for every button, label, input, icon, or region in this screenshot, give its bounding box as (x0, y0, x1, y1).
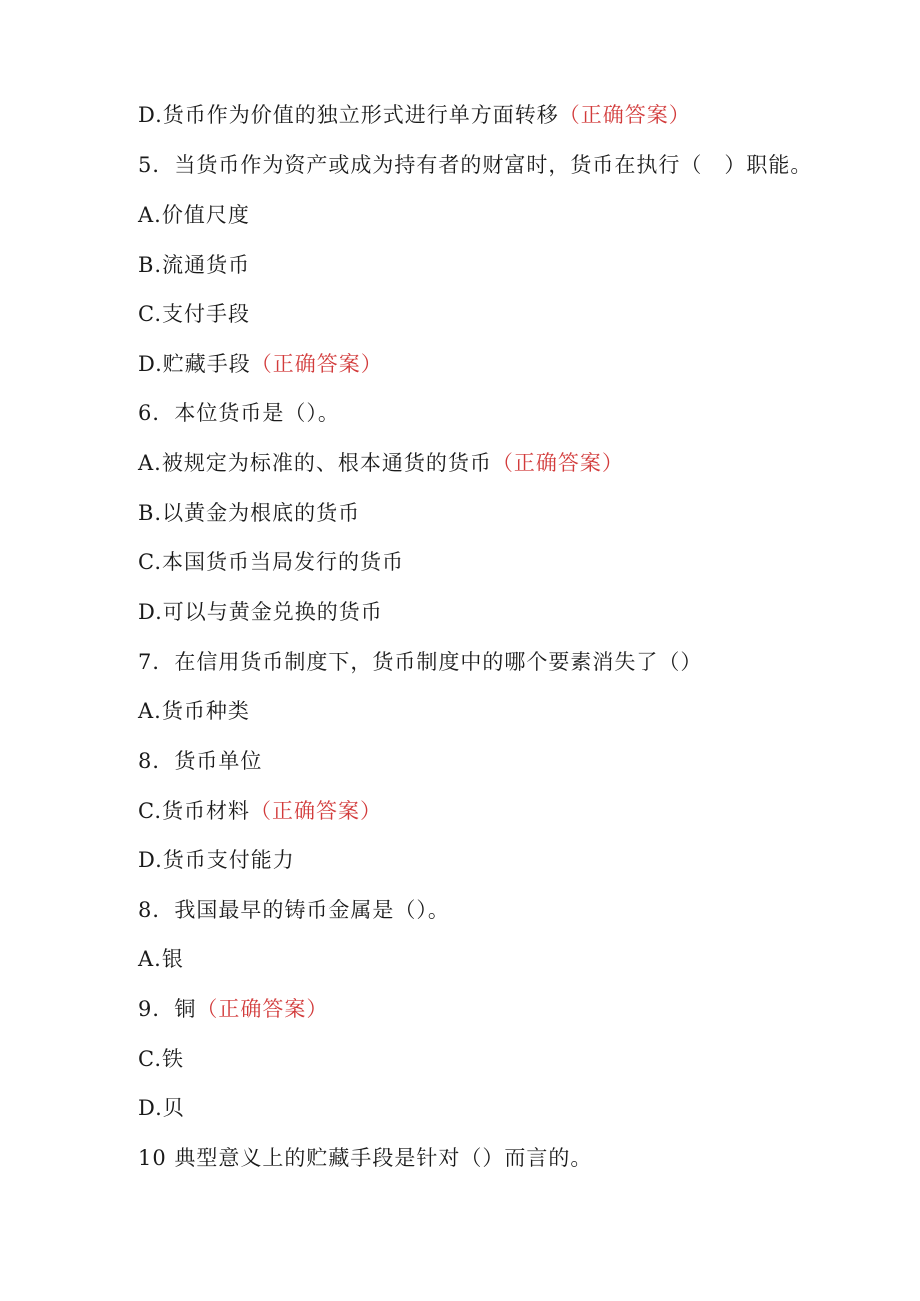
question-6 (138, 398, 340, 428)
option-5d (138, 349, 383, 379)
answer-mark: （正确答案） (250, 799, 382, 823)
line-text: C.本国货币当局发行的货币 (138, 550, 404, 574)
option-7c (138, 796, 382, 826)
line-text: A.银 (138, 947, 184, 971)
option-6a (138, 448, 624, 478)
line-text: 8．我国最早的铸币金属是（）。 (138, 898, 450, 922)
option-8a (138, 944, 184, 974)
line-text: A.货币种类 (138, 699, 250, 723)
line-text: 7．在信用货币制度下，货币制度中的哪个要素消失了（） (138, 650, 703, 674)
line-text: D.贝 (138, 1096, 185, 1120)
option-6d (138, 597, 383, 627)
line-text: D.货币作为价值的独立形式进行单方面转移 (138, 103, 559, 127)
question-5 (138, 150, 812, 180)
line-text: D.可以与黄金兑换的货币 (138, 600, 383, 624)
option-5b (138, 250, 250, 280)
answer-mark: （正确答案） (491, 451, 624, 475)
line-text: B.以黄金为根底的货币 (138, 501, 361, 525)
line-text: D.贮藏手段 (138, 352, 251, 376)
question-7 (138, 647, 702, 677)
option-6b (138, 498, 360, 528)
answer-mark: （正确答案） (558, 103, 691, 127)
line-text: C.铁 (138, 1047, 184, 1071)
line-text: 8．货币单位 (138, 749, 263, 773)
question-8 (138, 895, 450, 925)
option-5c (138, 299, 250, 329)
option-7a (138, 696, 250, 726)
answer-mark: （正确答案） (250, 352, 383, 376)
option-8d (138, 1093, 185, 1123)
line-text: D.货币支付能力 (138, 848, 295, 872)
option-8b (138, 994, 328, 1024)
line-text: C.货币材料 (138, 799, 250, 823)
line-text: 5．当货币作为资产或成为持有者的财富时，货币在执行（ ）职能。 (138, 153, 813, 177)
line-text: B.流通货币 (138, 253, 251, 277)
option-5a (138, 200, 250, 230)
answer-mark: （正确答案） (196, 997, 329, 1021)
line-0 (138, 100, 691, 130)
line-text: 6．本位货币是（）。 (138, 401, 340, 425)
line-text: C.支付手段 (138, 302, 250, 326)
line-text: A.价值尺度 (138, 203, 250, 227)
option-7b (138, 746, 262, 776)
line-text: 9．铜 (138, 997, 197, 1021)
option-8c (138, 1044, 184, 1074)
line-text: A.被规定为标准的、根本通货的货币 (138, 451, 492, 475)
option-6c (138, 547, 404, 577)
line-text: 10 典型意义上的贮藏手段是针对（）而言的。 (138, 1146, 593, 1170)
option-7d (138, 845, 295, 875)
question-10 (138, 1143, 592, 1173)
